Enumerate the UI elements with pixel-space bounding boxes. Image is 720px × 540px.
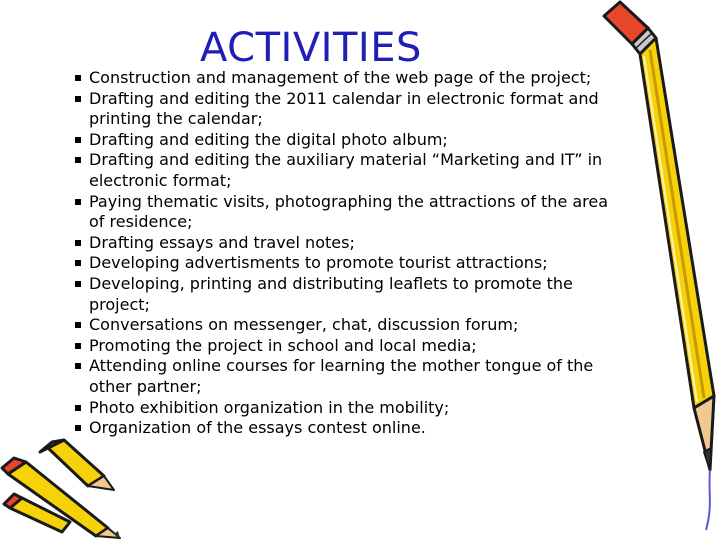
list-item (74, 418, 654, 439)
list-item-text: Photo exhibition organization in the mobility; (89, 397, 450, 417)
bullet-icon (75, 199, 81, 205)
list-item (74, 253, 654, 274)
pencil-icon (0, 430, 140, 540)
list-item (74, 150, 654, 191)
list-item-text: Attending online courses for learning the mother tongue of the other partner; (89, 356, 594, 396)
slide-title: ACTIVITIES (200, 25, 422, 71)
bullet-icon (75, 281, 81, 287)
list-item (74, 356, 654, 397)
list-item-text: Construction and management of the web page of the project; (89, 68, 592, 87)
bullet-icon (75, 75, 81, 81)
list-item (74, 233, 654, 254)
list-item-text: Drafting and editing the auxiliary material “Marketing and IT” in electronic format; (89, 150, 603, 190)
bullet-icon (75, 363, 81, 369)
list-item-text: Developing advertisments to promote tourist attractions; (89, 253, 548, 273)
bullet-icon (75, 405, 81, 411)
list-item (74, 68, 654, 89)
bullet-icon (75, 137, 81, 143)
bullet-icon (75, 260, 81, 266)
list-item (74, 398, 654, 419)
bullet-icon (75, 96, 81, 102)
list-item (74, 192, 654, 233)
list-item (74, 336, 654, 357)
list-item (74, 89, 654, 130)
list-item (74, 274, 654, 315)
bullet-icon (75, 240, 81, 246)
list-item-text: Promoting the project in school and local media; (89, 335, 477, 355)
bullet-icon (75, 343, 81, 349)
list-item-text: Developing, printing and distributing leaflets to promote the project; (89, 273, 573, 314)
list-item-text: Drafting and editing the 2011 calendar in electronic format and printing the calendar; (89, 88, 599, 129)
list-item (74, 130, 654, 151)
bullet-icon (75, 157, 81, 163)
list-item-text: Drafting essays and travel notes; (89, 232, 355, 252)
list-item-text: Organization of the essays contest online. (89, 418, 426, 438)
list-item (74, 315, 654, 336)
bullet-icon (75, 322, 81, 328)
activities-list (74, 68, 654, 439)
list-item-text: Drafting and editing the digital photo album; (89, 129, 448, 149)
list-item-text: Conversations on messenger, chat, discussion forum; (89, 315, 519, 335)
pencil-icon (598, 0, 720, 540)
list-item-text: Paying thematic visits, photographing the attractions of the area of residence; (89, 191, 609, 232)
